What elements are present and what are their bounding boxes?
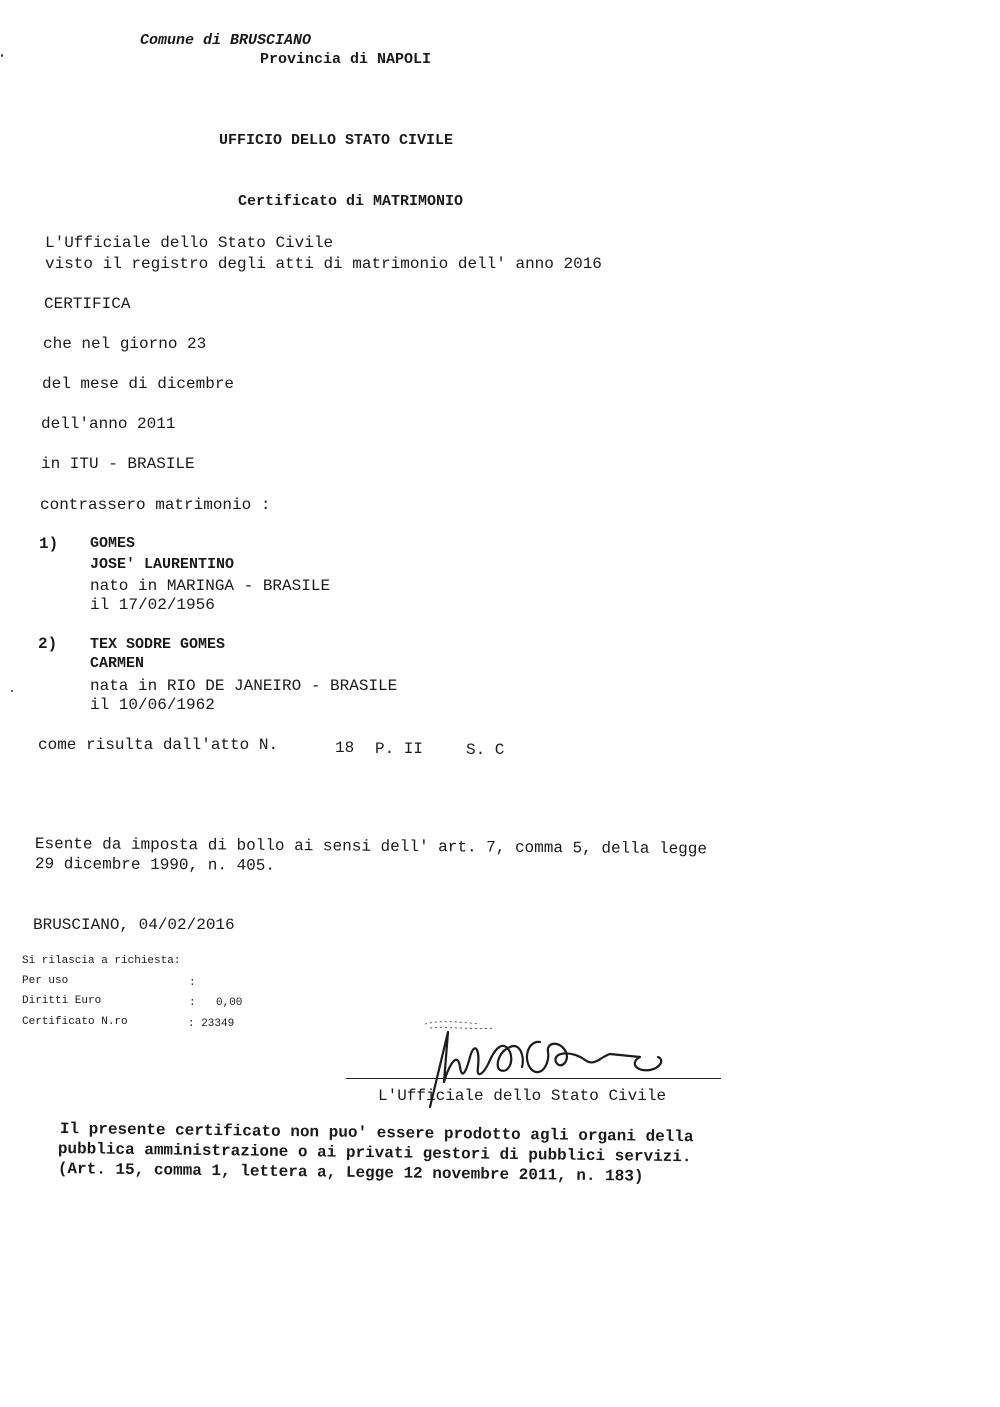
uso-label: Per uso	[22, 975, 69, 987]
marriage-year: dell'anno 2011	[41, 415, 176, 433]
diritti-label: Diritti Euro	[22, 995, 102, 1007]
certifica-label: CERTIFICA	[44, 295, 131, 313]
intro-line-2: visto il registro degli atti di matrimonio dell' anno 2016	[45, 255, 602, 273]
spouse-1-number: 1)	[39, 535, 59, 553]
diritti-separator: :	[189, 997, 196, 1009]
place-date: BRUSCIANO, 04/02/2016	[33, 916, 235, 934]
certificato-value: : 23349	[188, 1018, 235, 1030]
diritti-value: 0,00	[216, 997, 243, 1009]
spouse-1-birthplace: nato in MARINGA - BRASILE	[90, 577, 331, 595]
atto-number: 18	[335, 739, 355, 757]
signature-caption: L'Ufficiale dello Stato Civile	[378, 1087, 667, 1105]
atto-parte: P. II	[375, 740, 424, 758]
office-heading: UFFICIO DELLO STATO CIVILE	[219, 132, 454, 149]
atto-serie: S. C	[466, 741, 505, 759]
signature-line	[346, 1078, 721, 1079]
atto-label: come risulta dall'atto N.	[38, 736, 279, 754]
uso-separator: :	[189, 977, 196, 989]
intro-line-1: L'Ufficiale dello Stato Civile	[45, 234, 334, 252]
scan-speck	[11, 690, 13, 692]
spouse-1-name: JOSE' LAURENTINO	[90, 556, 235, 573]
spouse-2-birthdate: il 10/06/1962	[90, 696, 215, 714]
spouse-2-name: CARMEN	[90, 655, 145, 672]
exemption-line-2: 29 dicembre 1990, n. 405.	[34, 854, 276, 875]
footer-line-1: Il presente certificato non puo' essere prodotto agli organi della	[59, 1119, 694, 1147]
provincia-heading: Provincia di NAPOLI	[260, 51, 432, 68]
spouse-2-number: 2)	[38, 635, 58, 653]
exemption-line-1: Esente da imposta di bollo ai sensi dell' art. 7, comma 5, della legge	[34, 834, 708, 859]
document-title: Certificato di MATRIMONIO	[238, 193, 464, 210]
marriage-place: in ITU - BRASILE	[41, 455, 195, 473]
richiesta-label: Si rilascia a richiesta:	[22, 955, 181, 967]
marriage-month: del mese di dicembre	[42, 375, 235, 393]
footer-line-3: (Art. 15, comma 1, lettera a, Legge 12 novembre 2011, n. 183)	[57, 1159, 644, 1186]
footer-line-2: pubblica amministrazione o ai privati gestori di pubblici servizi.	[57, 1139, 692, 1167]
scan-speck	[1, 54, 3, 57]
spouse-2-birthplace: nata in RIO DE JANEIRO - BRASILE	[90, 677, 398, 695]
spouse-1-birthdate: il 17/02/1956	[90, 596, 215, 614]
spouse-2-surname: TEX SODRE GOMES	[90, 636, 226, 653]
contrassero-label: contrassero matrimonio :	[40, 496, 271, 514]
marriage-day: che nel giorno 23	[43, 335, 207, 353]
spouse-1-surname: GOMES	[90, 535, 136, 552]
certificato-label: Certificato N.ro	[22, 1016, 128, 1028]
comune-heading: Comune di BRUSCIANO	[140, 32, 312, 49]
